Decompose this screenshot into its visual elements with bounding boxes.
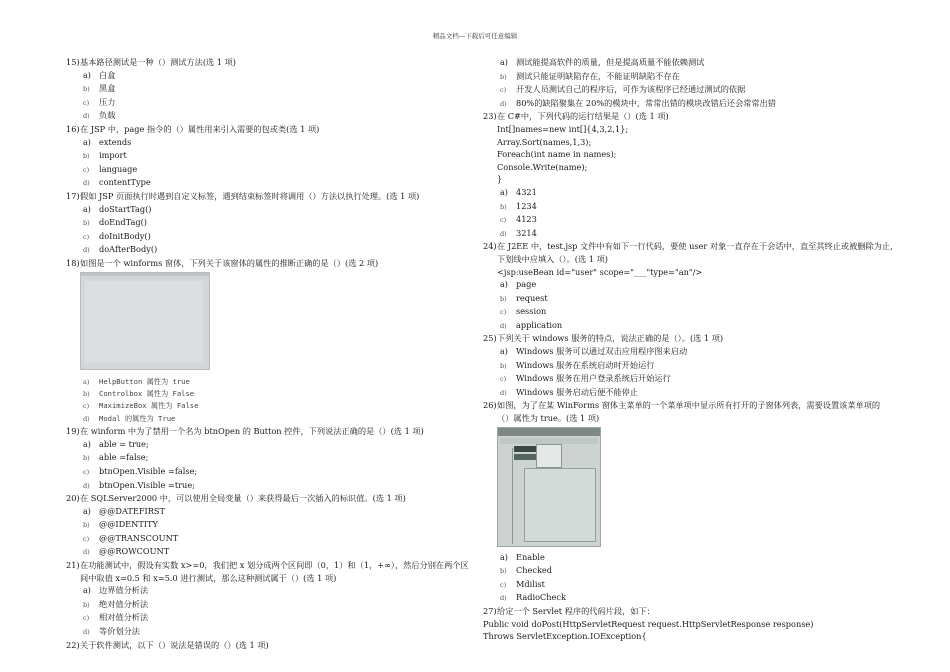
question-text: 在功能测试中，假设有实数 x>=0，我们把 x 划分成两个区间即（0，1）和（1，+∞），然后分别在两个区	[80, 560, 469, 571]
question-text: 在 SQLServer2000 中，可以使用全局变量（）来获得最后一次插入的标识值。(选 1 项)	[80, 493, 406, 504]
option: c) 压力	[83, 96, 116, 107]
question-20	[66, 492, 476, 559]
code-line: Foreach(int name in names);	[497, 149, 617, 160]
option: b) import	[83, 150, 127, 161]
question-text: 在 J2EE 中，test.jsp 文件中有如下一行代码，要使 user 对象一直存在于会话中，直至其终止或被删除为止，	[497, 241, 899, 252]
question-text: 在 C#中，下列代码的运行结果是（）(选 1 项)	[497, 111, 669, 122]
question-26	[483, 399, 903, 605]
option: d) Windows 服务启动后便不能停止	[500, 386, 639, 397]
option: a) @@DATEFIRST	[83, 505, 165, 516]
option: d) btnOpen.Visible =true;	[83, 479, 195, 490]
option: c) Mdilist	[500, 578, 545, 589]
code-line: Public void doPost(HttpServletRequest request.HttpServletResponse response)	[483, 618, 814, 629]
left-column	[66, 56, 476, 651]
page-header: 精品文档---下载后可任意编辑	[432, 32, 518, 40]
question-number: 24)	[483, 241, 497, 252]
question-15	[66, 56, 476, 123]
option: a) 4321	[500, 186, 537, 197]
question-18	[66, 257, 476, 425]
question-text: 在 JSP 中，page 指令的（）属性用来引入需要的包或类(选 1 项)	[80, 123, 320, 134]
question-text-continued: 间中取值 x=0.5 和 x=5.0 进行测试，那么这种测试属于（）(选 1 项)	[80, 572, 337, 583]
code-line: Console.Write(name);	[497, 161, 588, 172]
option: b) 黑盒	[83, 83, 116, 94]
question-text-continued: 下划线中应填入（）。(选 1 项)	[497, 253, 608, 264]
option: d) RadioCheck	[500, 592, 566, 603]
option: b) Checked	[500, 565, 553, 576]
option: b) doEndTag()	[83, 217, 147, 228]
question-21	[66, 559, 476, 639]
option: a) Windows 服务可以通过双击应用程序图来启动	[500, 346, 688, 357]
question-number: 20)	[66, 493, 80, 504]
option: b) Windows 服务在系统启动时开始运行	[500, 359, 655, 370]
code-line: <jsp:useBean id="user" scope="___"type="an"/>	[497, 266, 703, 277]
option: b) request	[500, 292, 548, 303]
option: d) doAfterBody()	[83, 244, 158, 255]
question-23	[483, 110, 903, 240]
option: b) 测试只能证明缺陷存在，不能证明缺陷不存在	[500, 70, 680, 81]
option: b) Controlbox 属性为 False	[83, 388, 195, 398]
option: c) 4123	[500, 214, 537, 225]
code-line: Array.Sort(names,1,3);	[497, 136, 592, 147]
option: c) 相对值分析法	[83, 612, 149, 623]
option: d) application	[500, 319, 563, 330]
option: d) 80%的缺陷聚集在 20%的模块中，常常出错的模块改错后还会常常出错	[500, 97, 777, 108]
option: d) @@ROWCOUNT	[83, 546, 170, 557]
question-number: 17)	[66, 190, 80, 201]
question-number: 23)	[483, 111, 497, 122]
option: a) Enable	[500, 551, 545, 562]
option: c) @@TRANSCOUNT	[83, 532, 179, 543]
code-line: Throws ServletException.IOException{	[483, 631, 647, 642]
option: a) able = true;	[83, 438, 149, 449]
question-number: 25)	[483, 333, 497, 344]
question-19	[66, 425, 476, 492]
question-22-options	[483, 56, 903, 110]
option: d) 负载	[83, 110, 116, 121]
option: d) Modal 的属性为 True	[83, 413, 176, 423]
question-text: 在 winform 中为了禁用一个名为 btnOpen 的 Button 控件，下列说法正确的是（）(选 1 项)	[80, 426, 424, 437]
option: b) @@IDENTITY	[83, 519, 158, 530]
option: b) able =false;	[83, 452, 149, 463]
right-column	[483, 56, 903, 643]
question-text: 给定一个 Servlet 程序的代码片段，如下：	[497, 606, 655, 616]
question-number: 16)	[66, 123, 80, 134]
option: a) doStartTag()	[83, 203, 152, 214]
question-text: 如图是一个 winforms 窗体，下列关于该窗体的属性的推断正确的是（）(选 2 项)	[80, 257, 379, 268]
question-text: 假如 JSP 页面执行时遇到自定义标签，遇到结束标签时将调用（）方法以执行处理。(选 1 项)	[80, 190, 420, 201]
option: b) 1234	[500, 200, 537, 211]
option: d) 等价划分法	[83, 626, 140, 637]
option: b) 绝对值分析法	[83, 598, 149, 609]
option: c) MaximizeBox 属性为 False	[83, 401, 199, 411]
option: c) 开发人员测试自己的程序后，可作为该程序已经通过测试的依据	[500, 84, 746, 95]
winform-screenshot-image	[80, 272, 210, 370]
question-number: 27)	[483, 606, 497, 616]
option: d) 3214	[500, 227, 537, 238]
question-number: 18)	[66, 257, 80, 268]
option: d) contentType	[83, 177, 151, 188]
question-17	[66, 190, 476, 257]
question-24	[483, 240, 903, 332]
winforms-menu-screenshot-image	[497, 427, 601, 547]
code-line: }	[497, 174, 503, 185]
option: a) extends	[83, 136, 132, 147]
option: a) HelpButton 属性为 true	[83, 376, 190, 386]
code-line: Int[]names=new int[]{4,3,2,1};	[497, 123, 629, 134]
question-22	[66, 639, 476, 652]
question-number: 15)	[66, 57, 80, 67]
question-16	[66, 123, 476, 190]
option: a) 边界值分析法	[83, 585, 149, 596]
question-number: 26)	[483, 400, 497, 411]
option: a) 白盒	[83, 69, 116, 80]
question-number: 19)	[66, 426, 80, 437]
question-text: 关于软件测试，以下（）说法是错误的（）(选 1 项)	[80, 639, 269, 650]
question-number: 21)	[66, 560, 80, 571]
option: a) page	[500, 279, 537, 290]
option: c) language	[83, 163, 138, 174]
question-text-continued: （）属性为 true。(选 1 项)	[497, 413, 600, 424]
question-25	[483, 332, 903, 399]
question-text: 下列关于 windows 服务的特点，说法正确的是（）。(选 1 项)	[497, 333, 724, 344]
option: a) 测试能提高软件的质量，但是提高质量不能依赖测试	[500, 57, 705, 67]
question-27	[483, 605, 903, 643]
question-text: 如图，为了在某 WinForms 窗体主菜单的一个菜单项中显示所有打开的子窗体列表，需要设置该菜单项的	[497, 400, 881, 411]
option: c) session	[500, 306, 547, 317]
option: c) Windows 服务在用户登录系统后开始运行	[500, 373, 671, 384]
question-text: 基本路径测试是一种（）测试方法(选 1 项)	[80, 57, 236, 67]
option: c) btnOpen.Visible =false;	[83, 465, 198, 476]
question-number: 22)	[66, 639, 80, 650]
option: c) doInitBody()	[83, 230, 151, 241]
